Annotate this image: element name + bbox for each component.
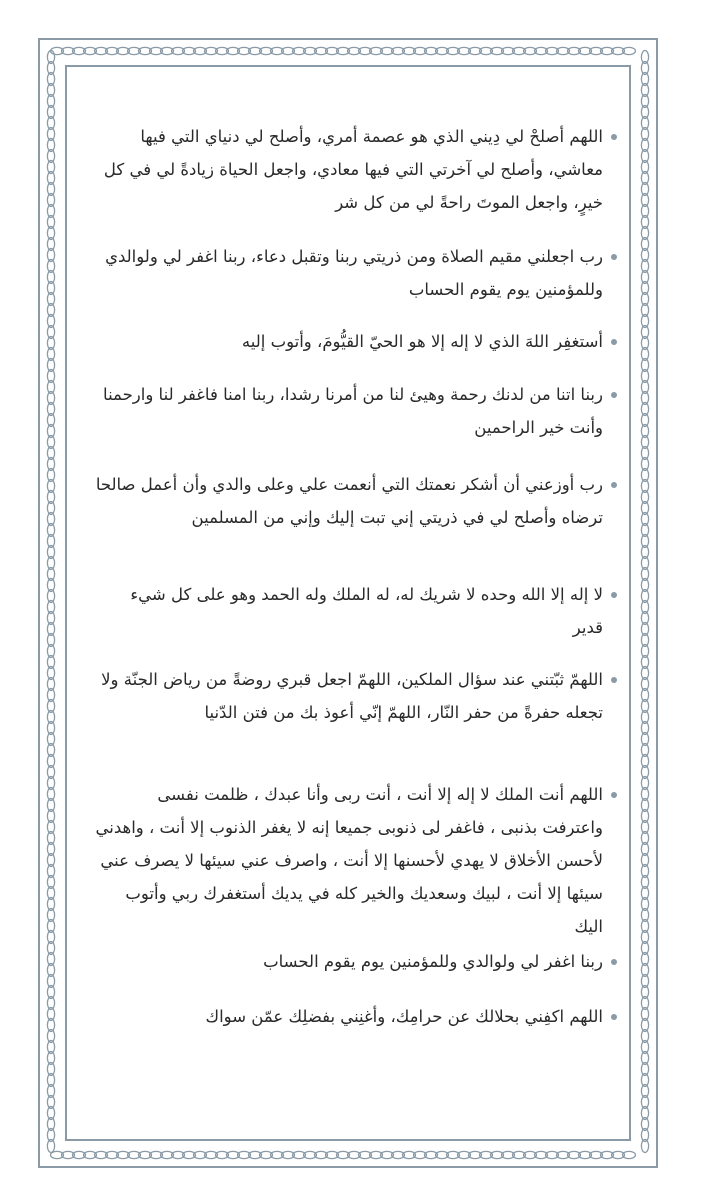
bullet-icon (611, 392, 617, 398)
dua-item (95, 778, 603, 943)
dua-text: اللهم أصلحْ لي دِيني الذي هو عصمة أمري، وأصلح لي دنياي التي فيها معاشي، وأصلح لي آخرتي التي فيها معادي، واجعل الحياة زيادةً لي في كل خيرٍ، واجعل الموتَ راحةً لي من كل شر (103, 127, 603, 212)
bullet-icon (611, 959, 617, 965)
bullet-icon (611, 339, 617, 345)
dua-item (95, 1000, 603, 1033)
dua-item (95, 663, 603, 729)
dua-text: اللهمّ ثبّتني عند سؤال الملكين، اللهمّ اجعل قبري روضةً من رياض الجنّة ولا تجعله حفرةً من حفر النّار، اللهمّ إنّي أعوذ بك من فتن الدّنيا (101, 670, 603, 722)
bullet-icon (611, 592, 617, 598)
dua-text: اللهم اكفِني بحلالك عن حرامِك، وأغنِني بفضلِك عمّن سواك (205, 1007, 603, 1026)
bullet-icon (611, 677, 617, 683)
dua-item (95, 468, 603, 534)
dua-item (95, 240, 603, 306)
dua-text: ربنا اتنا من لدنك رحمة وهيئ لنا من أمرنا رشدا، ربنا امنا فاغفر لنا وارحمنا وأنت خير الراحمين (103, 385, 603, 437)
bullet-icon (611, 254, 617, 260)
dua-item (95, 378, 603, 444)
dua-text: لا إله إلا الله وحده لا شريك له، له الملك وله الحمد وهو على كل شيء قدير (130, 585, 603, 637)
dua-item (95, 945, 603, 978)
dua-text: ربنا اغفر لي ولوالدي وللمؤمنين يوم يقوم الحساب (263, 952, 603, 971)
bullet-icon (611, 1014, 617, 1020)
dua-text: اللهم أنت الملك لا إله إلا أنت ، أنت ربى وأنا عبدك ، ظلمت نفسى واعترفت بذنبى ، فاغفر لى ذنوبى جميعا إنه لا يغفر الذنوب إلا أنت ، واهدني لأحسن الأخلاق لا يهدي لأحسنها إلا أنت ، واصرف عني سيئها لا يصرف عني سيئها إلا أنت ، لبيك وسعديك والخير كله في يديك أستغفرك ربي وأتوب اليك (95, 785, 603, 936)
bullet-icon (611, 134, 617, 140)
dua-text: رب أوزعني أن أشكر نعمتك التي أنعمت علي وعلى والدي وأن أعمل صالحا ترضاه وأصلح لي في ذريتي إني تبت إليك وإني من المسلمين (95, 475, 603, 527)
dua-item (95, 325, 603, 358)
dua-item (95, 578, 603, 644)
bullet-icon (611, 792, 617, 798)
bullet-icon (611, 482, 617, 488)
dua-item (95, 120, 603, 219)
dua-text: أستغفِر اللهَ الذي لا إله إلا هو الحيّ القيُّومَ، وأتوب إليه (241, 332, 603, 351)
dua-text: رب اجعلني مقيم الصلاة ومن ذريتي ربنا وتقبل دعاء، ربنا اغفر لي ولوالدي وللمؤمنين يوم يقوم الحساب (105, 247, 603, 299)
